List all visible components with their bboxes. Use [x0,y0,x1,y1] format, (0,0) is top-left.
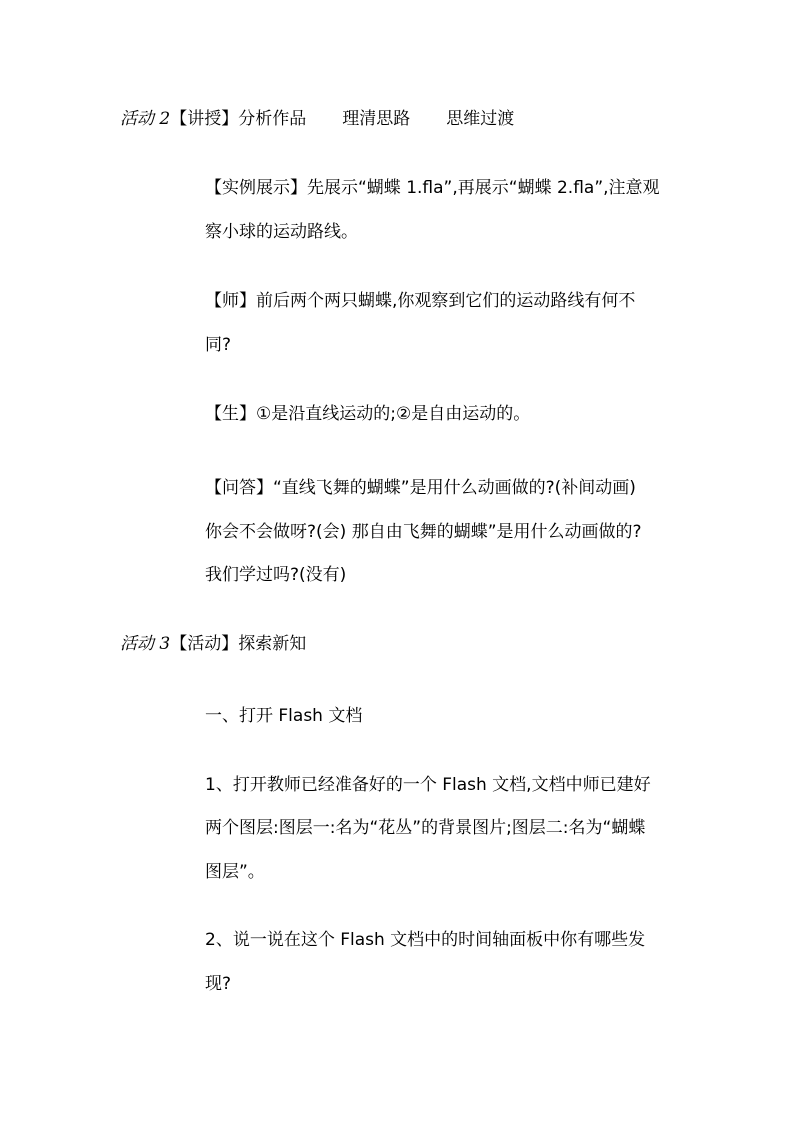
qa-line-2: 你会不会做呀?(会) 那自由飞舞的蝴蝶”是用什么动画做的? [205,522,642,542]
activity2-heading [120,107,514,131]
activity3-label: 活动 3 [120,634,171,654]
activity3-heading [120,632,306,656]
activity2-topic-3: 思维过渡 [446,109,515,129]
section1-p1-line-3: 图层”。 [205,862,265,882]
qa-line-3: 我们学过吗?(没有) [205,565,347,585]
example-line-1: 【实例展示】先展示“蝴蝶 1.fla”,再展示“蝴蝶 2.fla”,注意观 [205,178,660,198]
section1-p2-line-2: 现? [205,974,232,994]
qa-line-1: 【问答】“直线飞舞的蝴蝶”是用什么动画做的?(补间动画) [205,478,636,498]
teacher-line-1: 【师】前后两个两只蝴蝶,你观察到它们的运动路线有何不 [205,291,636,311]
section1-p1-line-1: 1、打开教师已经准备好的一个 Flash 文档,文档中师已建好 [205,775,651,795]
activity2-label: 活动 2 [120,109,171,129]
section1-heading: 一、打开 Flash 文档 [205,706,363,726]
activity3-tag: 【活动】 [170,634,239,654]
student-line-1: 【生】①是沿直线运动的;②是自由运动的。 [205,404,531,424]
activity2-topic-1: 分析作品 [238,109,307,129]
activity2-topic-2: 理清思路 [342,109,411,129]
section1-p1-line-2: 两个图层:图层一:名为“花丛”的背景图片;图层二:名为“蝴蝶 [205,818,646,838]
example-line-2: 察小球的运动路线。 [205,222,358,242]
section1-p2-line-1: 2、说一说在这个 Flash 文档中的时间轴面板中你有哪些发 [205,930,646,950]
activity3-topic: 探索新知 [238,634,307,654]
teacher-line-2: 同? [205,335,232,355]
activity2-tag: 【讲授】 [170,109,239,129]
